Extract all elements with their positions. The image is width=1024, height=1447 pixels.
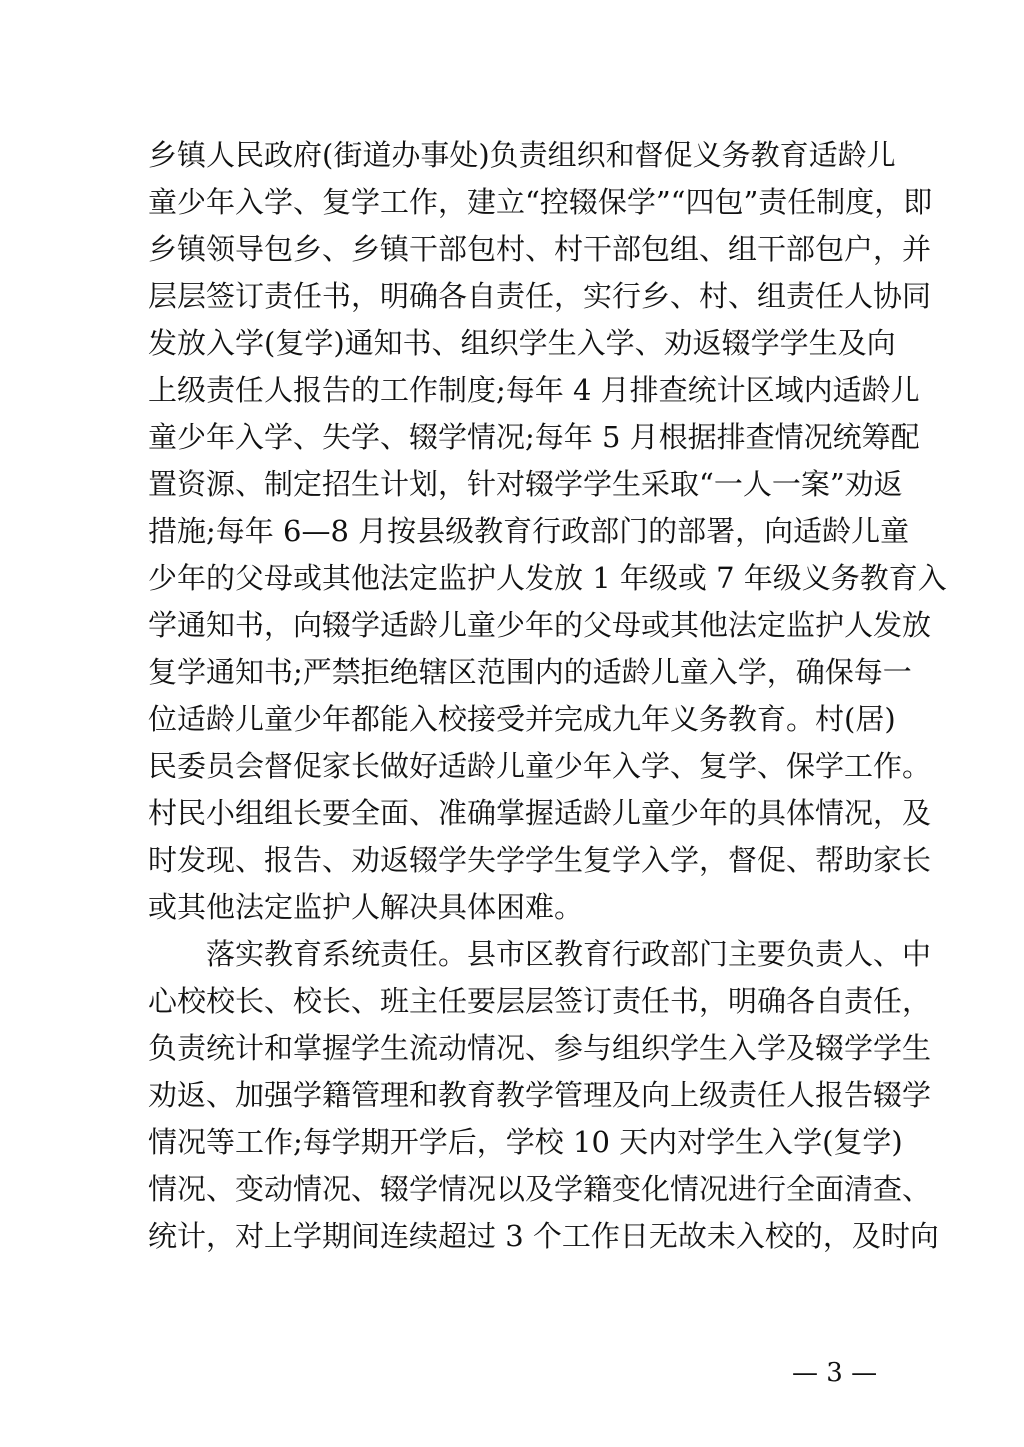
text-line: 措施;每年 6—8 月按县级教育行政部门的部署，向适龄儿童 bbox=[148, 514, 910, 548]
text-line: 上级责任人报告的工作制度;每年 4 月排查统计区域内适龄儿 bbox=[148, 373, 920, 407]
body-text bbox=[148, 132, 947, 1260]
text-line: 乡镇领导包乡、乡镇干部包村、村干部包组、组干部包户，并 bbox=[148, 232, 932, 266]
page-number: — 3 — bbox=[792, 1358, 878, 1388]
text-line: 民委员会督促家长做好适龄儿童少年入学、复学、保学工作。 bbox=[148, 749, 932, 783]
text-line: 层层签订责任书，明确各自责任，实行乡、村、组责任人协同 bbox=[148, 279, 932, 313]
text-line: 复学通知书;严禁拒绝辖区范围内的适龄儿童入学，确保每一 bbox=[148, 655, 912, 689]
text-line: 情况、变动情况、辍学情况以及学籍变化情况进行全面清查、 bbox=[148, 1172, 932, 1206]
text-line: 心校校长、校长、班主任要层层签订责任书，明确各自责任， bbox=[148, 984, 932, 1018]
text-line: 村民小组组长要全面、准确掌握适龄儿童少年的具体情况，及 bbox=[148, 796, 932, 830]
text-line: 劝返、加强学籍管理和教育教学管理及向上级责任人报告辍学 bbox=[148, 1078, 932, 1112]
text-line: 或其他法定监护人解决具体困难。 bbox=[148, 890, 584, 924]
text-line: 学通知书，向辍学适龄儿童少年的父母或其他法定监护人发放 bbox=[148, 608, 932, 642]
text-line: 童少年入学、失学、辍学情况;每年 5 月根据排查情况统筹配 bbox=[148, 420, 920, 454]
text-line: 情况等工作;每学期开学后，学校 10 天内对学生入学(复学) bbox=[148, 1125, 903, 1159]
text-line: 置资源、制定招生计划，针对辍学学生采取“一人一案”劝返 bbox=[148, 467, 903, 501]
text-line: 童少年入学、复学工作，建立“控辍保学”“四包”责任制度，即 bbox=[148, 185, 933, 219]
paragraph-start-line: 落实教育系统责任。县市区教育行政部门主要负责人、中 bbox=[206, 937, 932, 971]
text-line: 位适龄儿童少年都能入校接受并完成九年义务教育。村(居) bbox=[148, 702, 896, 736]
text-line: 乡镇人民政府(街道办事处)负责组织和督促义务教育适龄儿 bbox=[148, 138, 896, 172]
text-line: 时发现、报告、劝返辍学失学学生复学入学，督促、帮助家长 bbox=[148, 843, 932, 877]
text-line: 少年的父母或其他法定监护人发放 1 年级或 7 年级义务教育入 bbox=[148, 561, 947, 595]
text-line: 发放入学(复学)通知书、组织学生入学、劝返辍学学生及向 bbox=[148, 326, 896, 360]
text-line: 统计，对上学期间连续超过 3 个工作日无故未入校的，及时向 bbox=[148, 1219, 939, 1253]
text-line: 负责统计和掌握学生流动情况、参与组织学生入学及辍学学生 bbox=[148, 1031, 932, 1065]
